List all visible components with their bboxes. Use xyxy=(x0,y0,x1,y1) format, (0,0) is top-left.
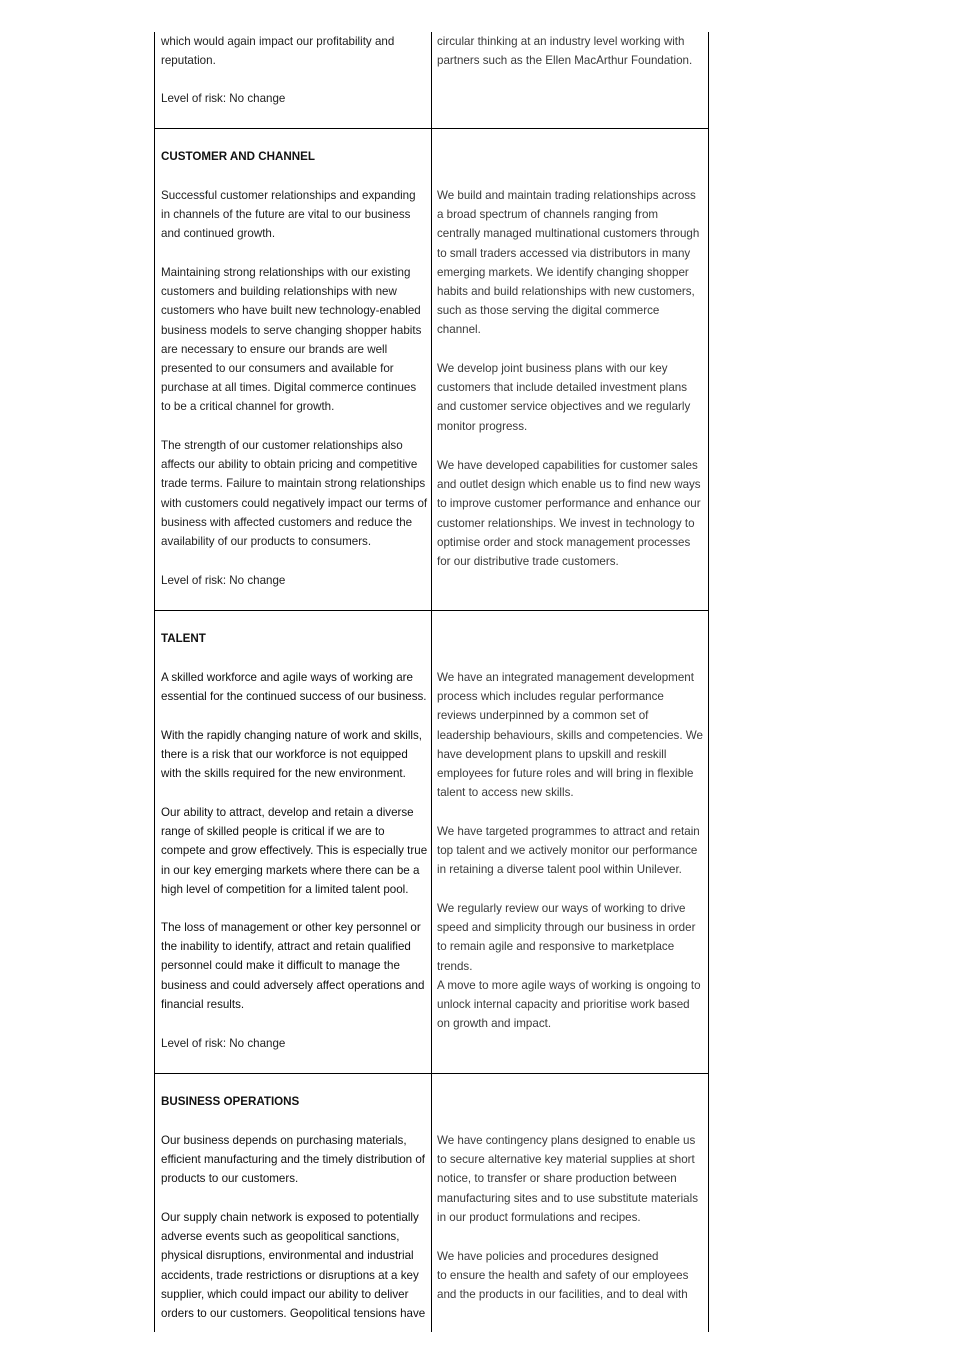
text-line: accidents, trade restrictions or disruptions at a key xyxy=(161,1268,419,1282)
risk-heading: BUSINESS OPERATIONS xyxy=(161,1095,300,1108)
paragraph xyxy=(437,456,701,571)
text-line: We regularly review our ways of working to drive xyxy=(437,902,686,915)
risk-heading: TALENT xyxy=(161,632,206,645)
risk-level xyxy=(161,1034,285,1053)
text-line: in retaining a diverse talent pool within Unilever. xyxy=(437,863,682,877)
table-border-right xyxy=(708,32,709,1332)
paragraph xyxy=(437,899,701,1033)
text-line: and continued growth. xyxy=(161,227,276,241)
text-line: financial results. xyxy=(161,997,245,1011)
text-line: in channels of the future are vital to our business xyxy=(161,208,411,222)
paragraph xyxy=(437,1247,688,1305)
text-line: personnel could make it difficult to manage the xyxy=(161,959,400,973)
text-line: We develop joint business plans with our key xyxy=(437,362,668,375)
text-line: and outlet design which enable us to find new ways xyxy=(437,478,701,492)
text-line: with the skills required for the new environment. xyxy=(161,767,406,781)
text-line: on growth and impact. xyxy=(437,1017,552,1031)
text-line: We have policies and procedures designed xyxy=(437,1250,659,1263)
text-line: centrally managed multinational customers through xyxy=(437,227,700,241)
paragraph xyxy=(437,32,692,70)
text-line: circular thinking at an industry level working with xyxy=(437,35,685,48)
text-line: to ensure the health and safety of our employees xyxy=(437,1269,689,1283)
text-line: Maintaining strong relationships with our existing xyxy=(161,266,411,279)
paragraph xyxy=(161,436,427,551)
text-line: business with affected customers and reduce the xyxy=(161,515,413,529)
risk-heading: CUSTOMER AND CHANNEL xyxy=(161,150,315,163)
text-line: speed and simplicity through our business in order xyxy=(437,921,696,935)
text-line: A skilled workforce and agile ways of working are xyxy=(161,671,413,684)
paragraph xyxy=(437,1131,698,1227)
text-line: which would again impact our profitability and xyxy=(161,35,395,48)
paragraph xyxy=(437,359,690,436)
text-line: talent to access new skills. xyxy=(437,786,574,800)
text-line: trade terms. Failure to maintain strong relationships xyxy=(161,477,426,491)
paragraph xyxy=(161,668,427,706)
text-line: adverse events such as geopolitical sanctions, xyxy=(161,1230,400,1244)
text-line: and the products in our facilities, and to deal with xyxy=(437,1288,688,1302)
row-divider xyxy=(154,610,709,611)
text-line: We have contingency plans designed to enable us xyxy=(437,1134,696,1147)
text-line: unlock internal capacity and prioritise work based xyxy=(437,997,690,1011)
text-line: business and could adversely affect operations and xyxy=(161,978,425,992)
text-line: and customer service objectives and we regularly xyxy=(437,400,691,414)
text-line: have development plans to upskill and reskill xyxy=(437,747,667,761)
row-divider xyxy=(154,1073,709,1074)
text-line: for our distributive trade customers. xyxy=(437,554,619,568)
text-line: Successful customer relationships and expanding xyxy=(161,189,416,202)
text-line: habits and build relationships with new customers, xyxy=(437,284,695,298)
paragraph xyxy=(161,803,427,899)
row-divider xyxy=(154,128,709,129)
text-line: to be a critical channel for growth. xyxy=(161,400,335,414)
paragraph xyxy=(161,918,424,1014)
text-line: channel. xyxy=(437,323,481,337)
text-line: manufacturing sites and to use substitute materials xyxy=(437,1191,698,1205)
text-line: employees for future roles and will bring in flexible xyxy=(437,766,694,780)
text-line: process which includes regular performance xyxy=(437,690,664,704)
text-line: reputation. xyxy=(161,54,216,68)
text-line: customers and building relationships with new xyxy=(161,285,397,299)
text-line: We have developed capabilities for customer sales xyxy=(437,459,698,472)
text-line: in our key emerging markets where there can be a xyxy=(161,863,420,877)
text-line: customer relationships. We invest in technology to xyxy=(437,516,695,530)
text-line: with customers could negatively impact our terms of xyxy=(161,496,428,510)
text-line: The loss of management or other key personnel or xyxy=(161,921,421,934)
paragraph xyxy=(161,1208,425,1323)
text-line: With the rapidly changing nature of work and skills, xyxy=(161,729,422,742)
text-line: to remain agile and responsive to marketplace xyxy=(437,940,675,954)
text-line: We have targeted programmes to attract and retain xyxy=(437,825,700,838)
text-line: We have an integrated management development xyxy=(437,671,694,684)
text-line: partners such as the Ellen MacArthur Foundation. xyxy=(437,54,693,68)
text-line: trends. xyxy=(437,959,473,973)
risk-level xyxy=(161,571,285,590)
text-line: Level of risk: No change xyxy=(161,1037,286,1050)
text-line: A move to more agile ways of working is ongoing to xyxy=(437,978,701,992)
text-line: products to our customers. xyxy=(161,1172,299,1186)
text-line: a broad spectrum of channels ranging from xyxy=(437,208,659,222)
text-line: reviews underpinned by a common set of xyxy=(437,709,649,723)
text-line: range of skilled people is critical if we are to xyxy=(161,825,385,839)
text-line: to improve customer performance and enhance our xyxy=(437,497,701,511)
text-line: Our supply chain network is exposed to potentially xyxy=(161,1211,419,1224)
text-line: Our business depends on purchasing materials, xyxy=(161,1134,407,1147)
text-line: physical disruptions, environmental and industrial xyxy=(161,1249,414,1263)
text-line: supplier, which could impact our ability to deliver xyxy=(161,1287,409,1301)
text-line: Level of risk: No change xyxy=(161,92,286,105)
text-line: Level of risk: No change xyxy=(161,574,286,587)
text-line: such as those serving the digital commerce xyxy=(437,304,660,318)
text-line: We build and maintain trading relationships across xyxy=(437,189,696,202)
text-line: purchase at all times. Digital commerce continues xyxy=(161,381,417,395)
text-line: monitor progress. xyxy=(437,419,528,433)
text-line: to small traders accessed via distributors in many xyxy=(437,246,691,260)
text-line: to secure alternative key material supplies at short xyxy=(437,1153,695,1167)
text-line: efficient manufacturing and the timely distribution of xyxy=(161,1153,426,1167)
table-border-middle xyxy=(431,32,432,1332)
text-line: top talent and we actively monitor our performance xyxy=(437,844,698,858)
text-line: are necessary to ensure our brands are well xyxy=(161,342,388,356)
text-line: emerging markets. We identify changing shopper xyxy=(437,265,689,279)
paragraph xyxy=(437,822,700,880)
text-line: availability of our products to consumers. xyxy=(161,534,372,548)
text-line: compete and grow effectively. This is especially true xyxy=(161,844,428,858)
text-line: presented to our consumers and available for xyxy=(161,361,394,375)
text-line: in our product formulations and recipes. xyxy=(437,1210,641,1224)
paragraph xyxy=(161,263,421,417)
text-line: affects our ability to obtain pricing and competitive xyxy=(161,458,418,472)
text-line: orders to our customers. Geopolitical tensions have xyxy=(161,1306,426,1320)
text-line: leadership behaviours, skills and competencies. We xyxy=(437,728,703,742)
text-line: customers that include detailed investment plans xyxy=(437,381,688,395)
table-border-left xyxy=(154,32,155,1332)
paragraph xyxy=(161,186,416,244)
text-line: there is a risk that our workforce is not equipped xyxy=(161,748,408,762)
text-line: Our ability to attract, develop and retain a diverse xyxy=(161,806,414,819)
text-line: business models to serve changing shopper habits xyxy=(161,323,422,337)
paragraph xyxy=(437,186,699,340)
text-line: essential for the continued success of our business. xyxy=(161,690,427,704)
paragraph xyxy=(437,668,703,802)
risk-level xyxy=(161,89,285,108)
text-line: customers who have built new technology-enabled xyxy=(161,304,421,318)
text-line: The strength of our customer relationships also xyxy=(161,439,403,452)
paragraph xyxy=(161,32,394,70)
text-line: high level of competition for a limited talent pool. xyxy=(161,882,409,896)
text-line: notice, to transfer or share production between xyxy=(437,1172,677,1186)
text-line: the inability to identify, attract and retain qualified xyxy=(161,940,411,954)
paragraph xyxy=(161,1131,425,1189)
text-line: optimise order and stock management processes xyxy=(437,535,691,549)
paragraph xyxy=(161,726,422,784)
